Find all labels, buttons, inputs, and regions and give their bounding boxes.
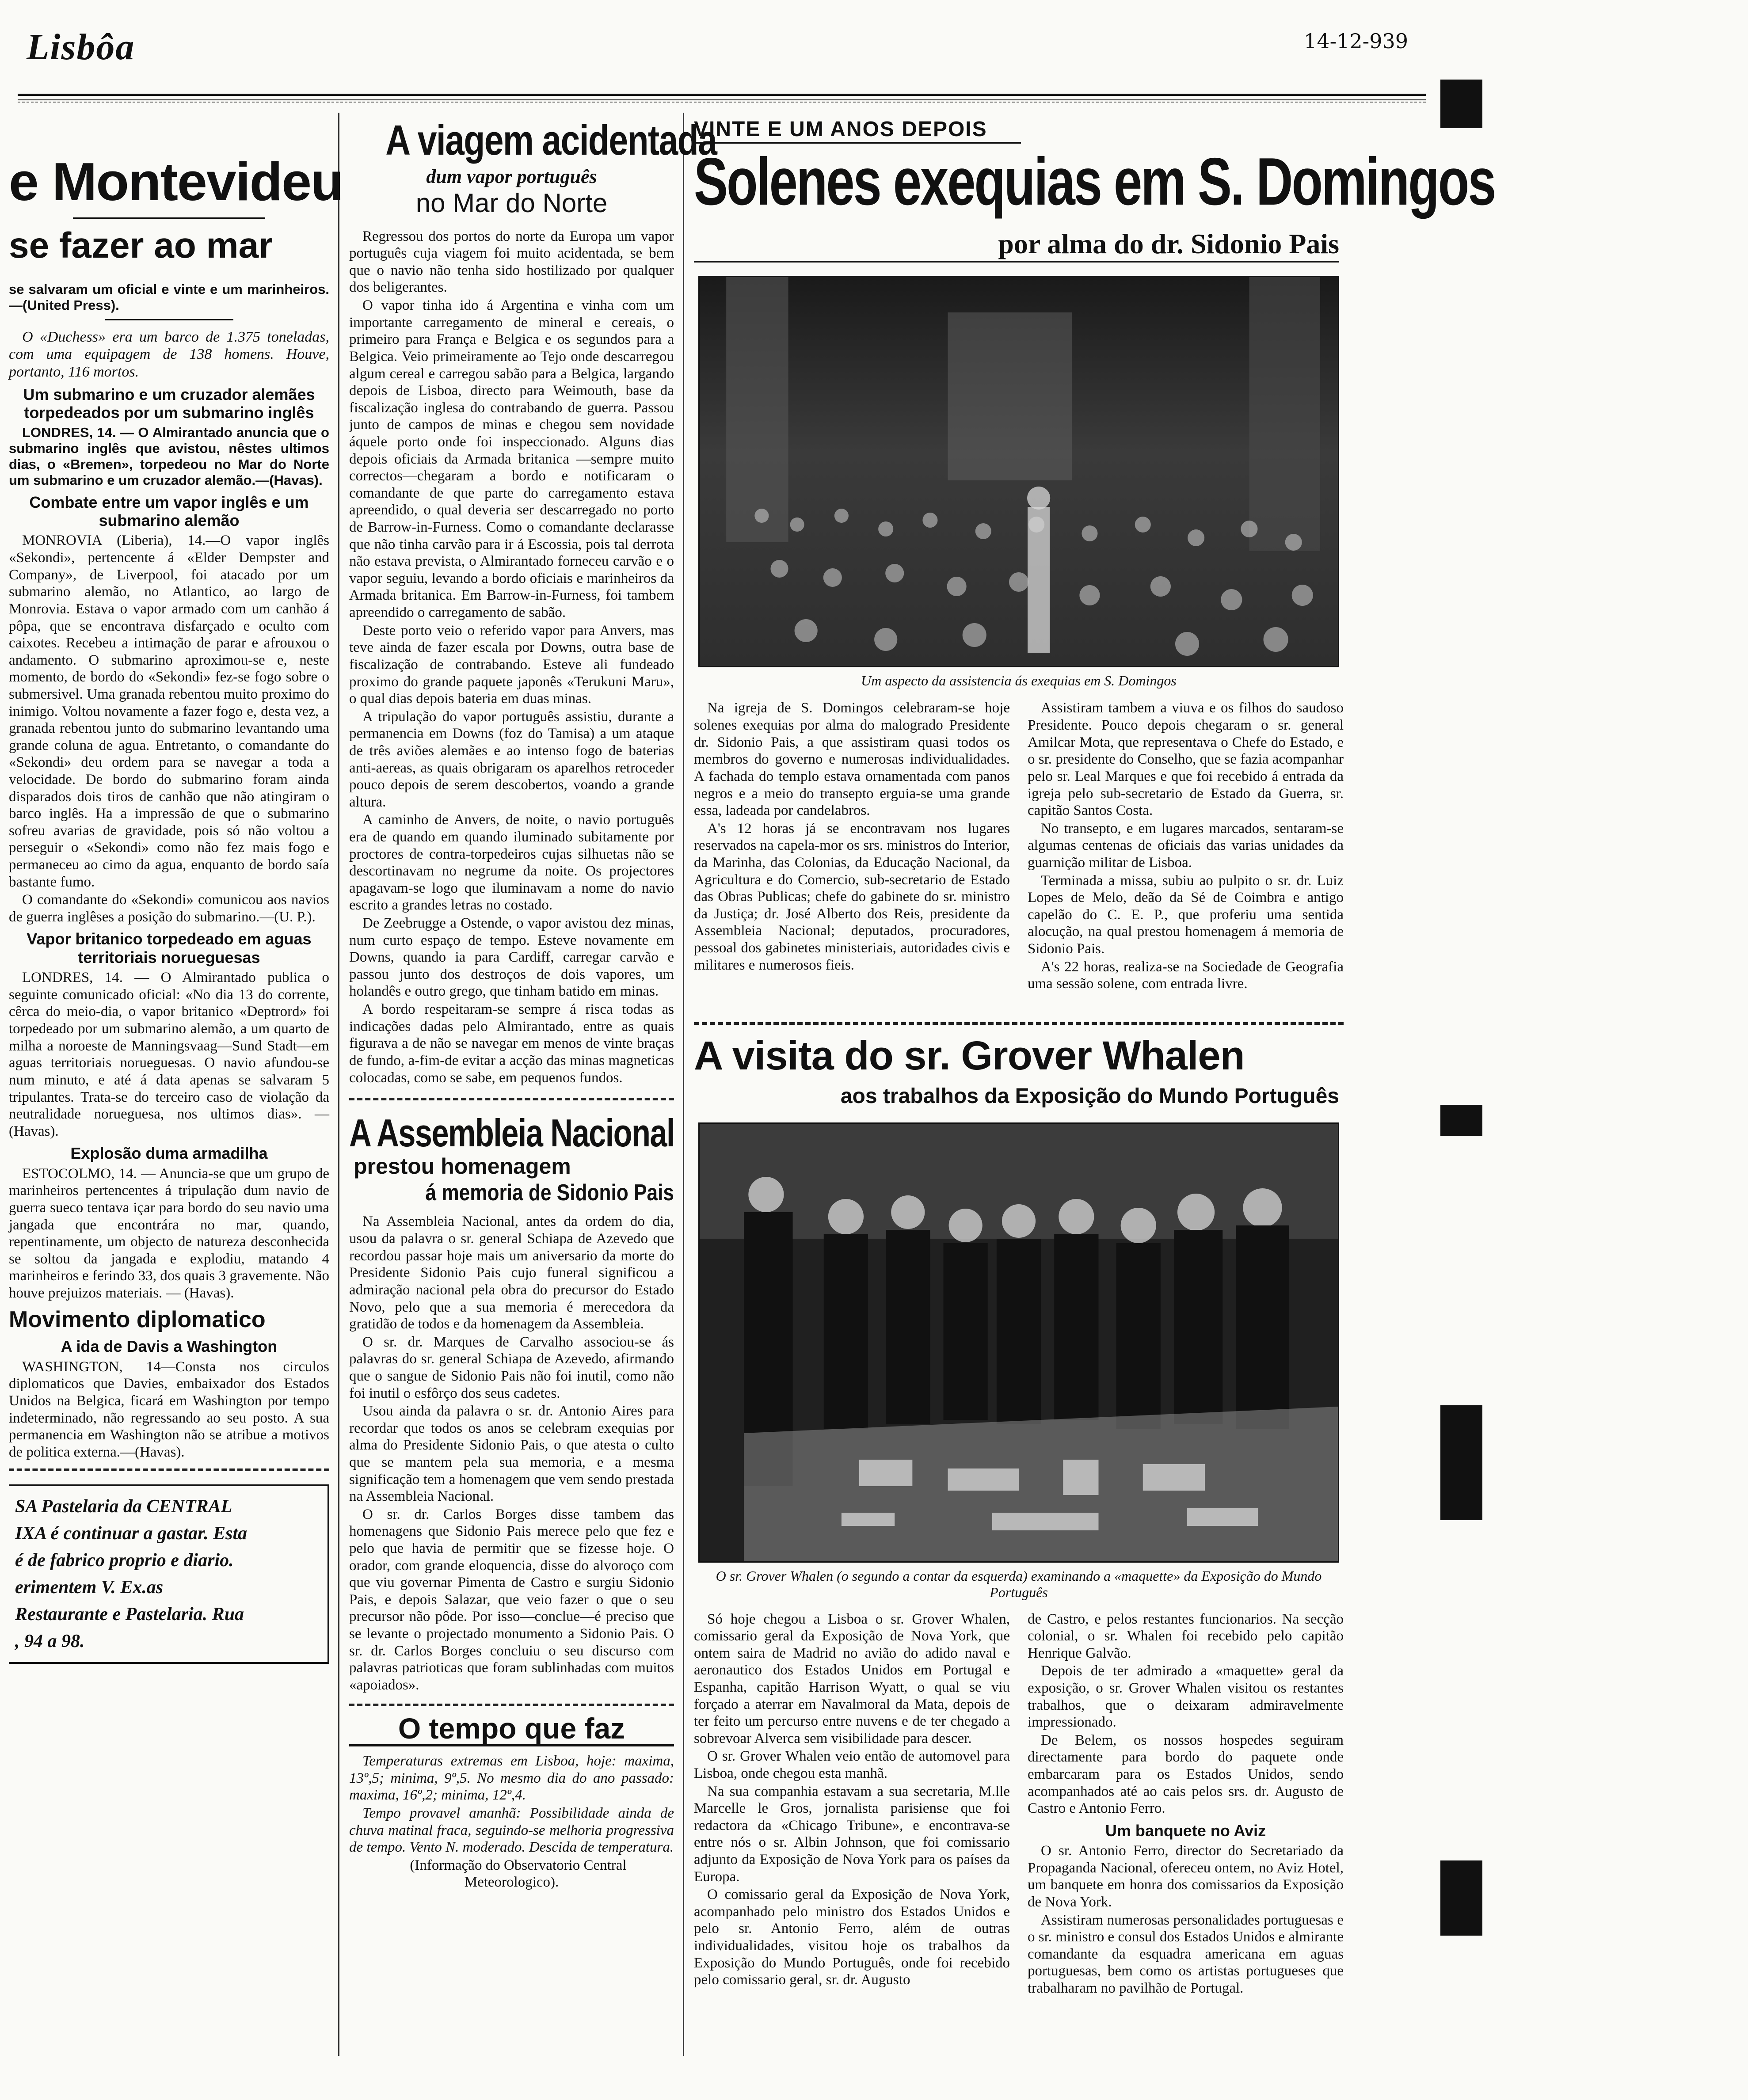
section-heading: Um submarino e um cruzador alemães torpedeados por um submarino inglês: [23, 385, 315, 422]
headline-montevideu: e Montevideu: [9, 152, 343, 212]
advertisement-box: [9, 1484, 329, 1663]
note-paragraph: O «Duchess» era um barco de 1.375 toneladas, com uma equipagem de 138 homens. Houve, portanto, 116 mortos.: [9, 328, 329, 380]
article-paragraph: O sr. dr. Carlos Borges disse tambem das homenagens que Sidonio Pais merece pelo que fez e pelo que havia de permitir que se fizesse hoje. O orador, com grande eloquencia, disse do alvoroço com que viu governar Pimenta de Castro e surgiu Sidonio Pais, e depois Salazar, que veio fazer o que o seu precursor não pôde. Por isso—conclue—é preciso que se levante o projectado monumento a Sidonio Pais. O sr. dr. Carlos Borges concluiu o seu discurso com palavras patrioticas que foram sublinhadas com muitos «apoiados».: [349, 1506, 674, 1693]
article-paragraph: A's 22 horas, realiza-se na Sociedade de Geografia uma sessão solene, com entrada livre.: [1028, 959, 1344, 992]
article-paragraph: Só hoje chegou a Lisboa o sr. Grover Whalen, comissario geral da Exposição de Nova York, que ontem saira de Madrid no avião do adido naval e aeronautico dos Estados Unidos em Portugal e Espanha, capitão Harrison Wyatt, o qual se viu forçado a aterrar em Navalmoral da Mata, depois de ter feito um percurso entre nuvens e de ter chegado a sobrevoar Alverca sem visibilidade para descer.: [694, 1611, 1010, 1746]
article-paragraph: Depois de ter admirado a «maquette» geral da exposição, o sr. Grover Whalen visitou os restantes trabalhos, que o deixaram admiravelmente impressionado.: [1028, 1663, 1344, 1731]
section-heading: A ida de Davis a Washington: [61, 1337, 278, 1356]
photo-whalen-maquette: [698, 1122, 1339, 1563]
section-heading: Combate entre um vapor inglês e um submarino alemão: [29, 493, 309, 530]
divider: [73, 217, 265, 219]
ad-line: Restaurante e Pastelaria. Rua: [15, 1604, 244, 1625]
article-paragraph: Regressou dos portos do norte da Europa um vapor português cuja viagem foi muito acidentada, se bem que o navio não tenha sido hostilizado por qualquer dos beligerantes.: [349, 228, 674, 296]
header-dash-rule: [18, 102, 1426, 103]
article-paragraph: De Zeebrugge a Ostende, o vapor avistou dez minas, num curto espaço de tempo. Esteve novamente em Downs, quando ia para Cardiff, carregar carvão e passou junto dos destroços de dois vapores, um holandês e outro grego, que tinham batido em minas.: [349, 915, 674, 1000]
scan-edge-bar: [1440, 80, 1482, 128]
weather-source: (Informação do Observatorio Central Meteorologico).: [410, 1857, 627, 1891]
ad-line: erimentem V. Ex.as: [15, 1577, 164, 1598]
photo-church-assembly: [698, 276, 1339, 667]
headline-exequias: Solenes exequias em S. Domingos: [694, 144, 1495, 220]
divider: [349, 1704, 674, 1706]
section-heading: Explosão duma armadilha: [70, 1144, 268, 1163]
article-left-column: [694, 1611, 1010, 1998]
divider: [349, 1098, 674, 1100]
divider: [105, 319, 233, 320]
ad-line: SA Pastelaria da CENTRAL: [15, 1496, 232, 1517]
article-paragraph: Na sua companhia estavam a sua secretaria, M.lle Marcelle le Gros, jornalista parisiense que foi redactora da «Chicago Tribune», e encontrava-se entre nós o sr. Albin Johnson, que foi comissario adjunto da Exposição de Nova York para os países da Europa.: [694, 1783, 1010, 1885]
headline-whalen: A visita do sr. Grover Whalen: [694, 1033, 1245, 1079]
article-paragraph: A bordo respeitaram-se sempre á risca todas as indicações dadas pelo Almirantado, entre as quais figurava a de não se navegar em menos de vinte braças de fundo, a-fim-de evitar a acção das minas magneticas colocadas, como se sabe, em pequenos fundos.: [349, 1001, 674, 1086]
ad-line: é de fabrico proprio e diario.: [15, 1550, 234, 1571]
article-paragraph: Assistiram tambem a viuva e os filhos do saudoso Presidente. Pouco depois chegaram o sr. general Amilcar Mota, que representava o Chefe do Estado, e o sr. presidente do Conselho, que se fazia acompanhar pelo sr. Leal Marques e que foi recebido á entrada da igreja pelo sub-secretario de Estado da Guerra, sr. capitão Santos Costa.: [1028, 700, 1344, 819]
article-paragraph: A tripulação do vapor português assistiu, durante a permanencia em Downs (foz do Tamisa) a um ataque de três aviões alemães e ao intenso fogo de baterias anti-aereas, as quais obrigaram os aparelhos retroceder pouco depois de serem descobertos, voando a grande altura.: [349, 708, 674, 810]
ad-line: IXA é continuar a gastar. Esta: [15, 1523, 248, 1544]
article-paragraph: LONDRES, 14. — O Almirantado anuncia que o submarino inglês que avistou, nêstes ultimos dias, o «Bremen», torpedeou no Mar do Norte um submarino e um cruzador alemão.—(Havas).: [9, 424, 329, 488]
header-rule: [18, 94, 1426, 100]
article-paragraph: LONDRES, 14. — O Almirantado publica o seguinte comunicado oficial: «No dia 13 do corrente, cêrca do meio-dia, o vapor britanico «Deptrord» foi torpedeado por um submarino alemão, a um quarto de milha a noroeste de Manningsvaag—Sund Stadt—em aguas territoriais norueguesas. O navio afundou-se num minuto, e até á data apenas se salvaram 5 tripulantes. Trata-se do terceiro caso de violação da neutralidade norueguesa, nos ultimos dias». — (Havas).: [9, 970, 329, 1139]
section-heading-large: Movimento diplomatico: [9, 1306, 266, 1332]
scan-edge-bar: [1440, 1860, 1482, 1936]
headline-sub1: dum vapor português: [426, 166, 597, 187]
section-heading: Vapor britanico torpedeado em aguas territoriais norueguesas: [27, 930, 312, 966]
article-paragraph: De Belem, os nossos hospedes seguiram directamente para bordo do paquete onde embarcaram para os Estados Unidos, sendo acompanhados até ao cais pelos srs. dr. Augusto de Castro e Antonio Ferro.: [1028, 1732, 1344, 1817]
headline-assembleia-sub2: á memoria de Sidonio Pais: [425, 1179, 674, 1206]
article-paragraph: O sr. Grover Whalen veio então de automovel para Lisboa, onde chegou esta manhã.: [694, 1748, 1010, 1781]
scan-edge-bar: [1440, 1105, 1482, 1136]
weather-paragraph: Temperaturas extremas em Lisboa, hoje: maxima, 13º,5; minima, 9º,5. No mesmo dia do ano passado: maxima, 16º,2; minima, 12º,4.: [349, 1753, 674, 1803]
weather-paragraph: Tempo provavel amanhã: Possibilidade ainda de chuva matinal fraca, seguindo-se melhoria progressiva de tempo. Vento N. moderado. Descida de temperatura.: [349, 1805, 674, 1856]
subheadline-fazer-ao-mar: se fazer ao mar: [9, 225, 273, 266]
scan-edge-bar: [1440, 1405, 1482, 1520]
article-paragraph: A caminho de Anvers, de noite, o navio português era de quando em quando iluminado subitamente por proctores de contra-torpedeiros cujas silhuetas não se descortinavam no negrume da noite. Os projectores apagavam-se logo que iluminavam a nome do navio escrito a grandes letras no costado.: [349, 812, 674, 913]
divider: [9, 1468, 329, 1471]
section-heading: Um banquete no Aviz: [1105, 1821, 1266, 1840]
article-paragraph: de Castro, e pelos restantes funcionarios. Na secção colonial, o sr. Whalen foi recebido pelo capitão Henrique Galvão.: [1028, 1611, 1344, 1661]
photo-caption: Um aspecto da assistencia ás exequias em S. Domingos: [861, 673, 1177, 689]
article-paragraph: Terminada a missa, subiu ao pulpito o sr. dr. Luiz Lopes de Melo, deão da Sé de Coimbra e antigo capelão do C. E. P., que proferiu uma sentida alocução, na qual prestou homenagem á memoria de Sidonio Pais.: [1028, 872, 1344, 957]
article-paragraph: O sr. Antonio Ferro, director do Secretariado da Propaganda Nacional, ofereceu ontem, no Aviz Hotel, um banquete em honra dos comissarios da Exposição de Nova York.: [1028, 1843, 1344, 1910]
kicker: VINTE E UM ANOS DEPOIS: [694, 117, 1021, 144]
article-right-column: [1028, 700, 1344, 1018]
issue-date: 14-12-939: [1304, 29, 1408, 53]
article-paragraph: MONROVIA (Liberia), 14.—O vapor inglês «Sekondi», pertencente á «Elder Dempster and Company», de Liverpool, foi atacado por um submarino alemão, no Atlantico, ao largo de Monrovia. Estava o vapor armado com um canhão á pôpa, que se encontrava disfarçado e oculto com caixotes. Recebeu a intimação de parar e afrouxou o andamento. O submarino aproximou-se e, neste momento, de bordo do «Sekondi» fez-se fogo sobre o submersivel. Uma granada rebentou muito proximo do inimigo. Voltou novamente a fazer fogo e, desta vez, a granada rebentou junto do submarino levantando uma grande coluna de agua. Entretanto, o comandante do «Sekondi» deu ordem para se navegar a toda a velocidade. De bordo do submarino foram ainda disparados dois tiros de canhão que não atingiram o barco inglês. Ha a impressão de que o submarino sofreu avarias de gravidade, pois só não voltou a perseguir o «Sekondi» como não fez mais fogo e permaneceu ao cimo da agua, enquanto de bordo saía bastante fumo.: [9, 533, 329, 890]
column-rule: [683, 113, 684, 2056]
article-paragraph: Na Assembleia Nacional, antes da ordem do dia, usou da palavra o sr. general Schiapa de Azevedo que recordou passar hoje mais um aniversario da morte do Presidente Sidonio Pais cujo funeral significou a admiração nacional pela obra do precursor do Estado Novo, pelo que a sua memoria é merecedora da gratidão de todos e da homenagem da Assembleia.: [349, 1214, 674, 1332]
lead-paragraph: se salvaram um oficial e vinte e um marinheiros.—(United Press).: [9, 282, 329, 313]
paper-name: Lisbôa: [27, 27, 135, 68]
article-left-column: [694, 700, 1010, 1018]
article-paragraph: O comandante do «Sekondi» comunicou aos navios de guerra inglêses a posição do submarino.—(U. P.).: [9, 892, 329, 925]
article-paragraph: Assistiram numerosas personalidades portuguesas e o sr. ministro e consul dos Estados Unidos e almirante comandante da esquadra americana em aguas portuguesas, bem como os artistas portugueses que trabalharam no pavilhão de Portugal.: [1028, 1912, 1344, 1997]
article-paragraph: Usou ainda da palavra o sr. dr. Antonio Aires para recordar que todos os anos se celebram exequias por alma do Presidente Sidonio Pais, o que atesta o culto que se mantem pela sua memoria, e a mesma significação tem a homenagem que vem sendo prestada na Assembleia Nacional.: [349, 1403, 674, 1505]
article-paragraph: Deste porto veio o referido vapor para Anvers, mas teve ainda de fazer escala por Downs, outra base de fiscalização de contrabando. Esteve ali fundeado proximo do grande paquete japonês «Terukuni Maru», o qual dias depois bateria em duas minas.: [349, 622, 674, 707]
photo-caption: O sr. Grover Whalen (o segundo a contar da esquerda) examinando a «maquette» da Exposição do Mundo Português: [716, 1567, 1322, 1601]
ad-line: , 94 a 98.: [15, 1631, 85, 1651]
divider: [694, 1022, 1344, 1025]
column-rule: [338, 113, 339, 2056]
article-right-column: [1028, 1611, 1344, 1998]
article-paragraph: O sr. dr. Marques de Carvalho associou-se ás palavras do sr. general Schiapa de Azevedo, afirmando que o sangue de Sidonio Pais não foi inutil, como não foi inutil o esfôrço dos seus cadetes.: [349, 1334, 674, 1401]
column-3: [694, 117, 1495, 1997]
headline-assembleia: A Assembleia Nacional: [349, 1111, 674, 1155]
headline-whalen-sub: aos trabalhos da Exposição do Mundo Português: [840, 1084, 1339, 1108]
column-2: [349, 117, 717, 1984]
article-paragraph: O comissario geral da Exposição de Nova York, acompanhado pelo ministro dos Estados Unidos e pelo sr. Antonio Ferro, além de outras individualidades, visitou hoje os trabalhos da Exposição do Mundo Português, onde foi recebido pelo comissario geral, sr. dr. Augusto: [694, 1887, 1010, 1988]
article-paragraph: Na igreja de S. Domingos celebraram-se hoje solenes exequias por alma do malogrado Presidente dr. Sidonio Pais, a que assistiram quasi todos os membros do governo e numerosas individualidades. A fachada do templo estava ornamentada com panos negros e a meio do transepto erguia-se uma grande essa, ladeada por candelabros.: [694, 700, 1010, 819]
article-paragraph: O vapor tinha ido á Argentina e vinha com um importante carregamento de mineral e cereais, o primeiro para França e Belgica e os segundos para a Belgica. Veio primeiramente ao Tejo onde descarregou algum cereal e carregou sabão para a Belgica, largando depois de Lisboa, directo para Weimouth, base da fiscalização inglesa do contrabando de guerra. Passou junto de campos de minas e chegou sem novidade áquele porto onde foi inspeccionado. Alguns dias depois oficiais da Armada britanica —sempre muito correctos—chegaram a bordo e notificaram o comandante de que parte do carregamento estava apreendido, o qual deveria ser descarregado no porto de Barrow-in-Furness. Como o comandante declarasse que não tinha carvão para ir á Escossia, pois tal derrota não estava prevista, o Almirantado forneceu carvão e o vapor seguiu, levando a bordo oficiais e marinheiros da Armada britanica. Em Barrow-in-Furness, foi tambem apreendido o carregamento de sabão.: [349, 297, 674, 621]
article-paragraph: A's 12 horas já se encontravam nos lugares reservados na capela-mor os srs. ministros do Interior, da Marinha, das Colonias, da Educação Nacional, da Agricultura e do Comercio, sub-secretario de Estado das Obras Publicas; chefe do gabinete do sr. ministro da Justiça; dr. José Alberto dos Reis, presidente da Assembleia Nacional; deputados, procuradores, pessoal dos gabinetes ministeriais, autoridades civis e militares e numerosos fieis.: [694, 820, 1010, 973]
headline-exequias-sub: por alma do dr. Sidonio Pais: [694, 228, 1339, 262]
article-paragraph: No transepto, e em lugares marcados, sentaram-se algumas centenas de oficiais das varias unidades da guarnição militar de Lisboa.: [1028, 820, 1344, 871]
headline-sub2: no Mar do Norte: [415, 188, 608, 218]
article-paragraph: WASHINGTON, 14—Consta nos circulos diplomaticos que Davies, embaixador dos Estados Unidos na Belgica, ficará em Washington por tempo indeterminado, não regressando ao seu posto. A sua permanencia em Washington não se atribue a motivos de politica externa.—(Havas).: [9, 1358, 329, 1460]
headline-assembleia-sub: prestou homenagem: [354, 1154, 571, 1179]
weather-heading: O tempo que faz: [349, 1712, 674, 1747]
headline-viagem: A viagem acidentada: [385, 117, 717, 164]
column-1: [9, 124, 343, 1980]
article-paragraph: ESTOCOLMO, 14. — Anuncia-se que um grupo de marinheiros pertencentes á tripulação dum navio de guerra sueco tentava içar para bordo do seu navio uma jangada que encontrára no mar, quando, repentinamente, um objecto de natureza desconhecida se soltou da jangada e explodiu, matando 4 marinheiros e ferindo 33, dos quais 3 gravemente. Não houve prejuizos materiais. — (Havas).: [9, 1165, 329, 1301]
